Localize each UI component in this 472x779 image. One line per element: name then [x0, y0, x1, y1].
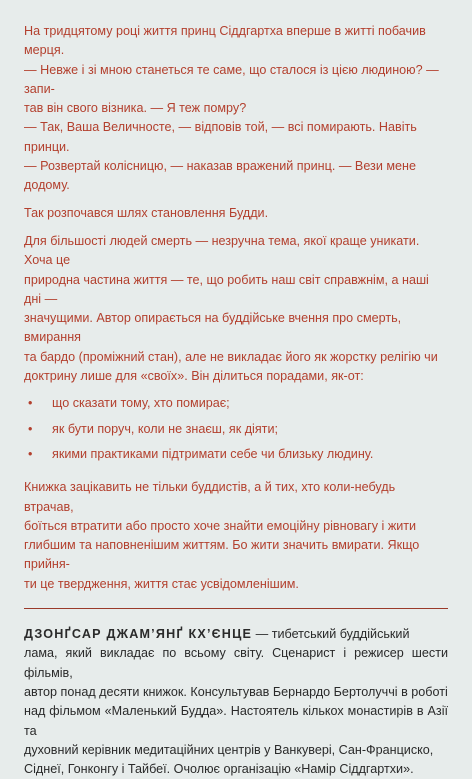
intro-line: — Так, Ваша Величносте, — відповів той, — всі помирають. Навіть принци.	[24, 120, 417, 154]
list-item	[24, 394, 448, 413]
list-item	[24, 420, 448, 439]
advice-list	[24, 394, 448, 464]
author-bio-line: над фільмом «Маленький Будда». Настоятель кількох монастирів в Азії та	[24, 704, 448, 738]
intro-line: тав він свого візника. — Я теж помру?	[24, 101, 247, 116]
list-item	[24, 445, 448, 464]
description-section	[24, 232, 448, 594]
section-divider	[24, 608, 448, 609]
summary-line: ти це твердження, життя стає усвідомленішим.	[24, 576, 299, 591]
intro-line: — Невже і зі мною станеться те саме, що сталося із цією людиною? — запи-	[24, 62, 439, 96]
description-line: та бардо (проміжний стан), але не викладає його як жорстку релігію чи	[24, 349, 438, 364]
author-bio-line	[24, 625, 448, 644]
bullet-icon: •	[28, 421, 33, 436]
description-line: доктрину лише для «своїх». Він ділиться порадами, як-от:	[24, 369, 364, 384]
list-item-text: якими практиками підтримати себе чи близьку людину.	[52, 446, 374, 461]
description-line: природна частина життя — те, що робить наш світ справжнім, а наші дні —	[24, 272, 429, 306]
bullet-icon: •	[28, 446, 33, 461]
author-bio-line: лама, який викладає по всьому світу. Сценарист і режисер шести фільмів,	[24, 646, 448, 680]
intro-closing: Так розпочався шлях становлення Будди.	[24, 205, 269, 220]
author-bio-line: автор понад десяти книжок. Консультував Бернардо Бертолуччі в роботі	[24, 684, 448, 699]
summary-line: глибшим та наповненішим життям. Бо жити значить вмирати. Якщо прийня-	[24, 538, 420, 572]
intro-line: На тридцятому році життя принц Сіддгартха вперше в житті побачив мерця.	[24, 24, 426, 58]
intro-section	[24, 22, 448, 223]
author-bio	[24, 625, 448, 779]
summary-line: боїться втратити або просто хоче знайти емоційну рівновагу і жити	[24, 518, 417, 533]
author-bio-line: Сіднеї, Гонконгу і Тайбеї. Очолює організацію «Намір Сіддгартхи».	[24, 762, 414, 777]
bullet-icon: •	[28, 396, 33, 411]
author-name: ДЗОНҐСАР ДЖАМ’ЯНҐ КХ’ЄНЦЕ	[24, 627, 253, 642]
intro-line: — Розвертай колісницю, — наказав вражений принц. — Вези мене додому.	[24, 159, 416, 193]
list-item-text: як бути поруч, коли не знаєш, як діяти;	[52, 421, 278, 436]
author-bio-text: — тибетський буддійський	[252, 627, 410, 642]
list-item-text: що сказати тому, хто помирає;	[52, 396, 230, 411]
summary-line: Книжка зацікавить не тільки буддистів, а й тих, хто коли-небудь втрачав,	[24, 480, 396, 514]
description-line: значущими. Автор опирається на буддійське вчення про смерть, вмирання	[24, 311, 402, 345]
author-bio-line: духовний керівник медитаційних центрів у Ванкувері, Сан-Франциско,	[24, 742, 434, 757]
description-line: Для більшості людей смерть — незручна тема, якої краще уникати. Хоча це	[24, 233, 420, 268]
